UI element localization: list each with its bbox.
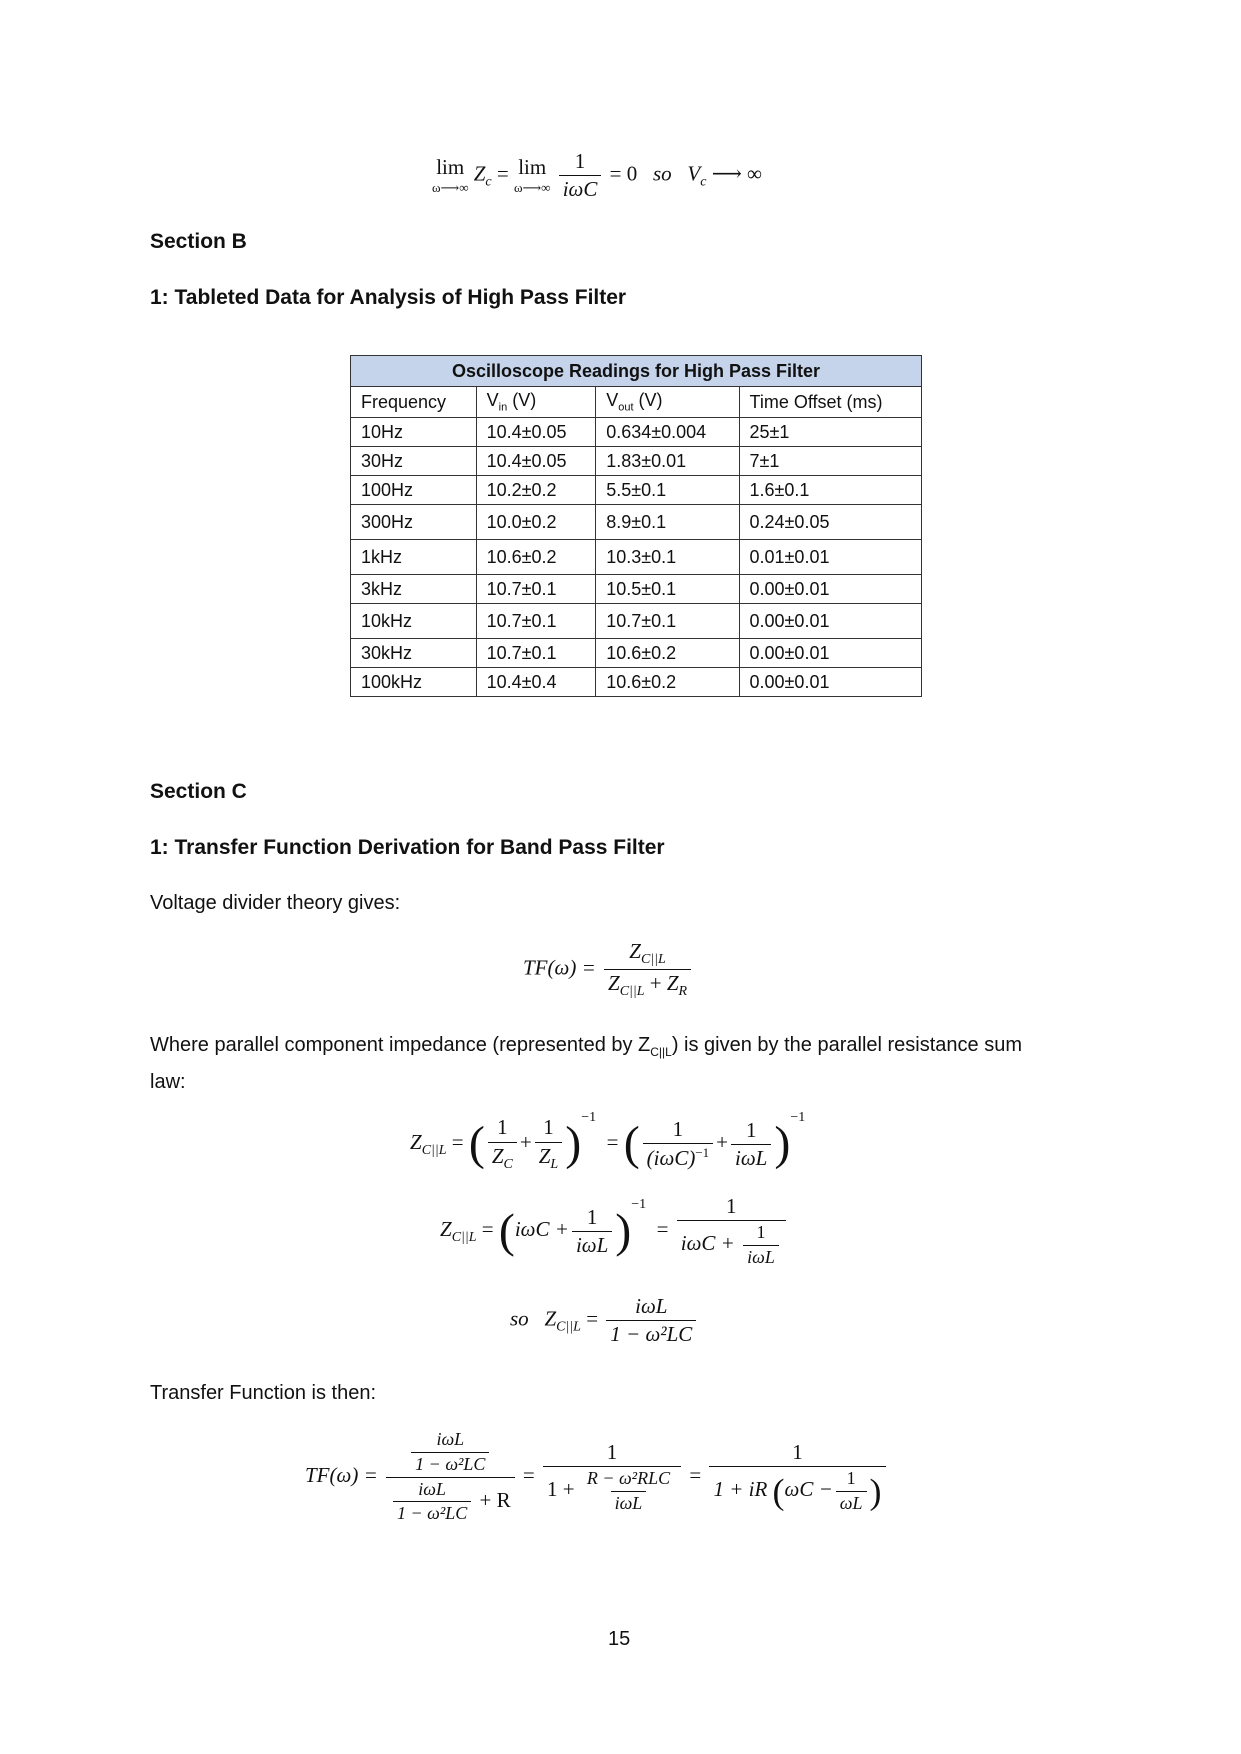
header-frequency: Frequency xyxy=(351,387,477,418)
header-vout: $V_{out}$ (V) xyxy=(596,387,739,418)
transfer-function-text: Transfer Function is then: xyxy=(150,1382,377,1404)
header-vin: $V_{in}$ (V) xyxy=(476,387,596,418)
derivation-heading: 1: Transfer Function Derivation for Band Pass Filter xyxy=(150,836,665,859)
page-number: 15 xyxy=(608,1628,631,1650)
limit-equation: lim ω⟶∞ $Z_c$ = lim ω⟶∞ $\frac{1}{\text{iωC}}$ = 0 so $V_c$ ⟶ ∞ xyxy=(432,149,763,202)
table-row: 100Hz 10.2±0.2 5.5±0.1 1.6±0.1 xyxy=(351,476,922,505)
section-c-heading: Section C xyxy=(150,780,247,803)
fraction: $\frac{Z_{C||L}}{Z_{C||L} + Z_R}$ xyxy=(604,940,691,1000)
table-row: 30kHz 10.7±0.1 10.6±0.2 0.00±0.01 xyxy=(351,639,922,668)
parallel-impedance-equation-1: $Z_{C||L}$ = ( $\frac{1}{Z_C}$ + $\frac{1}{Z_L}$ )$^{-1}$ = ( $\frac{1}{(i\omega C)^{-1}}$ + $\frac{1}{\text{iωL}}$ )$^{-1}$ xyxy=(410,1110,806,1172)
table-title: Oscilloscope Readings for High Pass Filter xyxy=(351,356,922,387)
lim-operator: lim ω⟶∞ xyxy=(432,155,469,196)
section-b-heading: Section B xyxy=(150,230,247,253)
transfer-function-final-equation: TF(ω) = $\frac{\text{iωL}}{\text{1 − ω²LC}}$ $\frac{\text{iωL}}{\text{1 − ω²LC}}$ + R = 1 1 + $\frac{\text{R − ω²RLC}}{\text{iωL}}$ = 1 1 + iR (ωC − $\frac{1}{\omega L}$ ) xyxy=(305,1430,889,1524)
table-row: 3kHz 10.7±0.1 10.5±0.1 0.00±0.01 xyxy=(351,575,922,604)
table-row: 100kHz 10.4±0.4 10.6±0.2 0.00±0.01 xyxy=(351,668,922,697)
parallel-impedance-text: Where parallel component impedance (represented by $Z_{C||L}$) is given by the parallel resistance sum law: xyxy=(150,1034,1022,1093)
header-time-offset: Time Offset (ms) xyxy=(739,387,921,418)
oscilloscope-table xyxy=(350,355,922,697)
table-row: 10Hz 10.4±0.05 0.634±0.004 25±1 xyxy=(351,418,922,447)
table-heading: 1: Tableted Data for Analysis of High Pass Filter xyxy=(150,286,627,309)
fraction: $\frac{1}{\text{iωC}}$ xyxy=(559,150,602,201)
table-row: 300Hz 10.0±0.2 8.9±0.1 0.24±0.05 xyxy=(351,505,922,540)
voltage-divider-text: Voltage divider theory gives: xyxy=(150,892,401,914)
table-row: 10kHz 10.7±0.1 10.7±0.1 0.00±0.01 xyxy=(351,604,922,639)
table-row: 1kHz 10.6±0.2 10.3±0.1 0.01±0.01 xyxy=(351,540,922,575)
tf-voltage-divider-equation: TF(ω) = $\frac{Z_{C||L}}{Z_{C||L} + Z_R}$ xyxy=(523,940,694,1000)
table-row: 30Hz 10.4±0.05 1.83±0.01 7±1 xyxy=(351,447,922,476)
lim-operator: lim ω⟶∞ xyxy=(513,155,551,196)
parallel-impedance-equation-2: $Z_{C||L} = (i\omega C$ + $\frac{1}{\text{iωL}}$ )$^{-1}$ = 1 iωC + $\frac{1}{\text{iωL}}$ xyxy=(440,1195,789,1268)
parallel-impedance-result: so $Z_{C||L}$ = $\frac{\text{iωL}}{\text{1 − ω²LC}}$ xyxy=(510,1295,699,1346)
